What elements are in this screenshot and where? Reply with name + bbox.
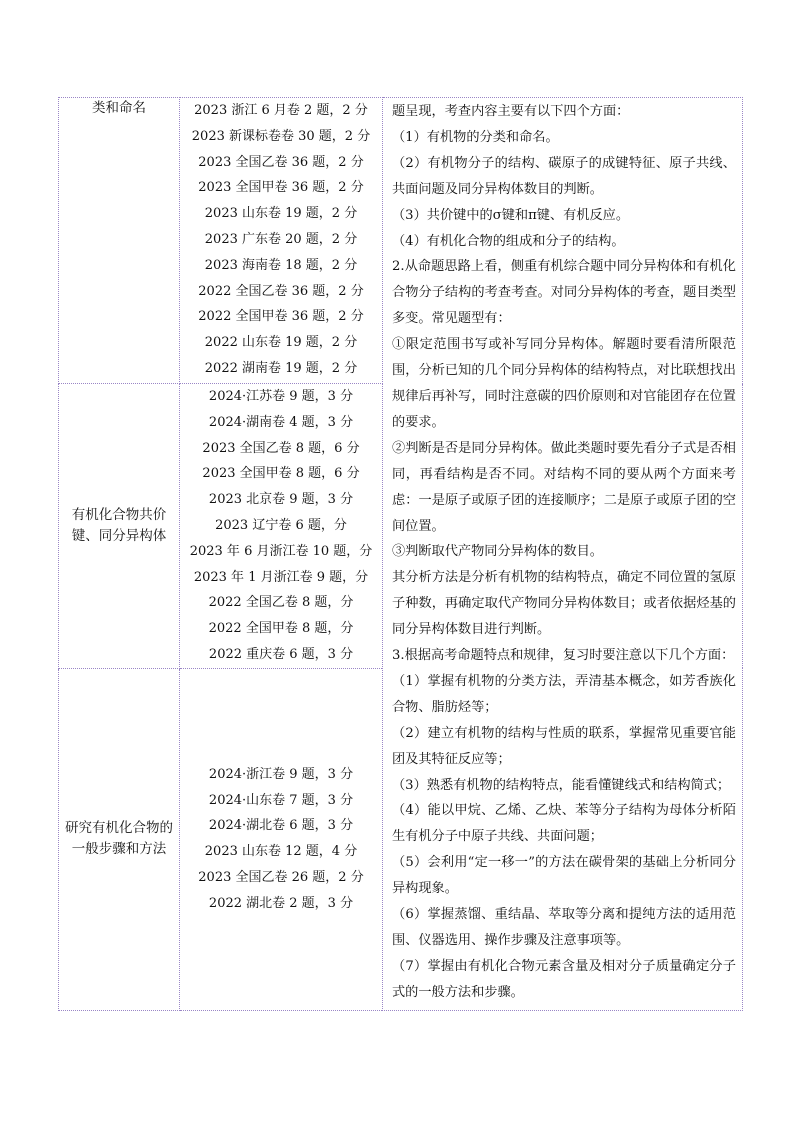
analysis-paragraph: （2）有机物分子的结构、碳原子的成键特征、原子共线、共面问题及同分异构体数目的判断。 [392,155,736,197]
analysis-paragraph: （1）有机物的分类和命名。 [392,129,559,145]
exam-item: 2022 湖南卷 19 题，2 分 [204,360,358,376]
analysis-paragraph: （3）熟悉有机物的结构特点，能看懂键线式和结构简式； [392,777,731,793]
exam-item: 2023 新课标卷卷 30 题，2 分 [191,128,371,144]
topic-label: 类和命名 [92,100,146,116]
exam-item: 2024·江苏卷 9 题，3 分 [208,389,354,404]
exam-item: 2022 全国甲卷 36 题，2 分 [198,309,364,325]
analysis-paragraph: 其分析方法是分析有机物的结构特点，确定不同位置的氢原子种数，再确定取代产物同分异构体数目；或者依据烃基的同分异构体数目进行判断。 [392,570,736,638]
analysis-paragraph: 3.根据高考命题特点和规律，复习时要注意以下几个方面： [392,648,735,664]
topic-cell [59,98,180,384]
analysis-paragraph: （4）有机化合物的组成和分子的结构。 [392,233,625,249]
exam-item: 2022 山东卷 19 题，2 分 [204,335,358,351]
exam-item: 2023 年 6 月浙江卷 10 题，分 [189,543,373,559]
exam-item: 2022 重庆卷 6 题，3 分 [208,646,354,662]
exam-item: 2023 海南卷 18 题，2 分 [204,257,358,273]
exam-item: 2023 北京卷 9 题，3 分 [208,492,354,508]
topic-cell [59,384,180,669]
analysis-paragraph: ①限定范围书写或补写同分异构体。解题时要看清所限范围，分析已知的几个同分异构体的结构特点，对比联想找出规律后再补写，同时注意碳的四价原则和对官能团存在位置的要求。 [392,337,736,430]
topic-cell [59,668,180,1010]
analysis-paragraph: 题呈现，考查内容主要有以下四个方面： [392,104,630,119]
exam-item: 2023 年 1 月浙江卷 9 题，分 [193,569,369,585]
exam-item: 2023 山东卷 12 题，4 分 [204,844,358,860]
topic-label: 研究有机化合物的一般步骤和方法 [65,820,173,858]
analysis-paragraph: （6）掌握蒸馏、重结晶、萃取等分离和提纯方法的适用范围、仪器选用、操作步骤及注意事项等。 [392,907,736,948]
exam-analysis-table [58,97,743,1011]
table-row [59,98,743,384]
exam-item: 2024·山东卷 7 题，3 分 [208,792,354,808]
analysis-paragraph: （4）能以甲烷、乙烯、乙炔、苯等分子结构为母体分析陌生有机分子中原子共线、共面问题； [392,803,736,845]
exam-item: 2022 全国甲卷 8 题，分 [208,621,354,637]
analysis-paragraph: ③判断取代产物同分异构体的数目。 [392,544,603,560]
topic-label: 有机化合物共价键、同分异构体 [71,506,167,544]
analysis-paragraph: （5）会利用“定一移一”的方法在碳骨架的基础上分析同分异构现象。 [392,855,736,897]
exam-item: 2024·浙江卷 9 题，3 分 [208,766,354,782]
exam-item: 2023 浙江 6 月卷 2 题，2 分 [194,103,368,118]
exam-list-cell [180,98,383,384]
exam-list-cell [180,668,383,1010]
exam-list-cell [180,384,383,669]
exam-item: 2022 全国乙卷 8 题，分 [208,595,354,611]
exam-item: 2023 辽宁卷 6 题，分 [215,517,347,533]
analysis-paragraph: 2.从命题思路上看，侧重有机综合题中同分异构体和有机化合物分子结构的考查考查。对同分异构体的考查，题目类型多变。常见题型有： [392,259,736,327]
exam-item: 2023 广东卷 20 题，2 分 [204,231,358,247]
analysis-paragraph: （3）共价键中的σ键和π键、有机反应。 [392,207,630,223]
exam-item: 2023 全国乙卷 26 题，2 分 [198,870,364,886]
analysis-paragraph: （1）掌握有机物的分类方法，弄清基本概念，如芳香族化合物、脂肪烃等； [392,673,736,715]
exam-item: 2022 全国乙卷 36 题，2 分 [198,283,364,299]
analysis-cell [383,98,743,1011]
exam-item: 2024·湖北卷 6 题，3 分 [208,818,354,834]
analysis-paragraph: （7）掌握由有机化合物元素含量及相对分子质量确定分子式的一般方法和步骤。 [392,958,736,1000]
exam-item: 2023 山东卷 19 题，2 分 [204,206,358,222]
exam-item: 2023 全国乙卷 36 题，2 分 [198,154,364,170]
exam-item: 2024·湖南卷 4 题，3 分 [208,414,354,430]
exam-item: 2023 全国乙卷 8 题，6 分 [202,440,360,456]
analysis-paragraph: （2）建立有机物的结构与性质的联系，掌握常见重要官能团及其特征反应等； [392,725,736,767]
exam-item: 2022 湖北卷 2 题，3 分 [208,895,354,911]
exam-item: 2023 全国甲卷 8 题，6 分 [202,466,360,482]
exam-item: 2023 全国甲卷 36 题，2 分 [198,180,364,196]
analysis-paragraph: ②判断是否是同分异构体。做此类题时要先看分子式是否相同，再看结构是否不同。对结构不同的要从两个方面来考虑：一是原子或原子团的连接顺序；二是原子或原子团的空间位置。 [392,440,736,534]
